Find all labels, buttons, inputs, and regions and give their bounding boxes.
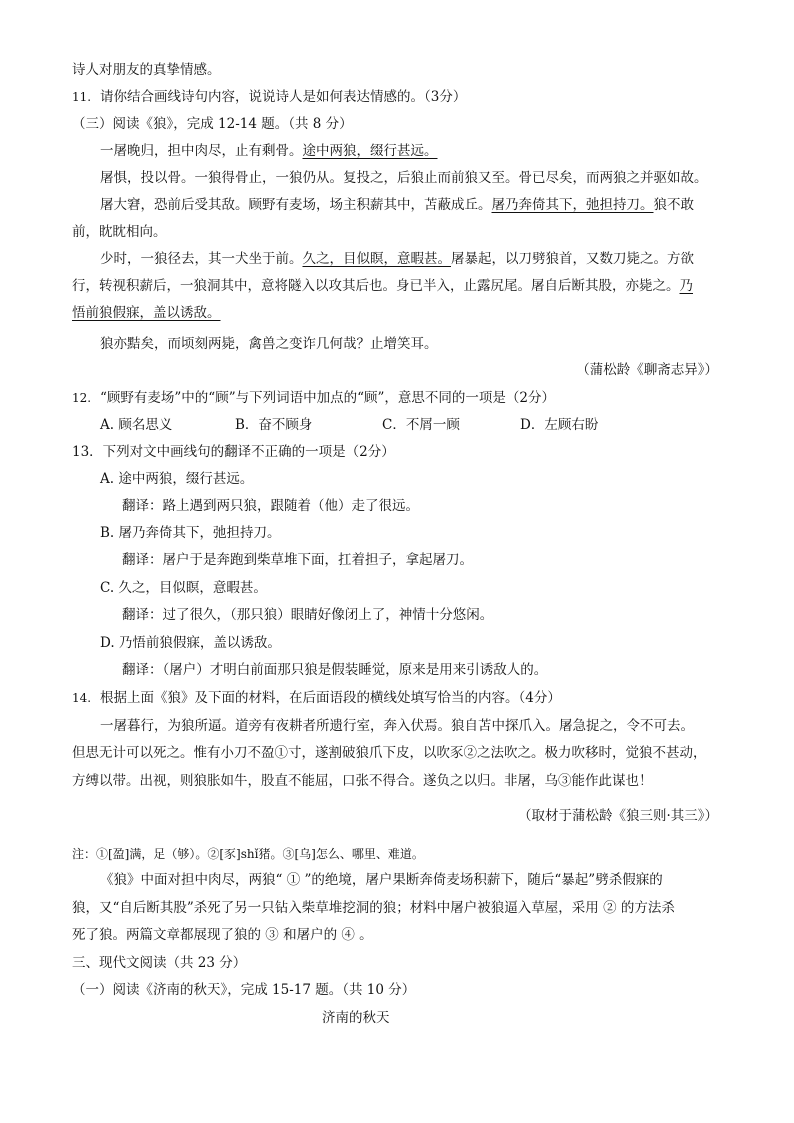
- material-line: 一屠暮行，为狼所逼。道旁有夜耕者所遗行室，奔入伏焉。狼自苫中探爪入。屠急捉之，令不可去。: [100, 718, 694, 734]
- question-number: 14.: [72, 691, 92, 705]
- underlined-sentence: 乃: [679, 278, 693, 294]
- underlined-sentence: 悟前狼假寐，盖以诱敌。: [72, 305, 221, 321]
- option-b: B．奋不顾身: [235, 417, 313, 433]
- material-line: 但思无计可以死之。惟有小刀不盈①寸，遂割破狼爪下皮，以吹豕②之法吹之。极力吹移时，觉狼不甚动，: [72, 745, 707, 761]
- question-14: 根据上面《狼》及下面的材料，在后面语段的横线处填写恰当的内容。（4分）: [100, 690, 561, 706]
- section-header: （三）阅读《狼》，完成 12-14 题。（共 8 分）: [72, 116, 353, 132]
- option-d: D. 乃悟前狼假寐，盖以诱敌。: [100, 635, 281, 651]
- section-header: （一）阅读《济南的秋天》，完成 15-17 题。（共 10 分）: [72, 982, 416, 998]
- passage-line: [100, 249, 694, 269]
- passage-line: [100, 195, 694, 215]
- footnote: 注：①[盈]满，足（够）。②[豕]shǐ猪。③[乌]怎么、哪里、难道。: [72, 847, 424, 861]
- option-a: A. 途中两狼，缀行甚远。: [100, 471, 254, 487]
- passage-text: 狼不敢: [653, 197, 694, 213]
- underlined-sentence: 久之，目似瞑，意暇甚。: [302, 251, 451, 267]
- underlined-sentence: 途中两狼，缀行甚远。: [302, 143, 438, 159]
- option-a: A. 顾名思义: [100, 417, 173, 433]
- source-citation: （取材于蒲松龄《狼三则·其三》）: [517, 808, 718, 824]
- passage-line: 屠惧，投以骨。一狼得骨止，一狼仍从。复投之，后狼止而前狼又至。骨已尽矣，而两狼之并驱如故。: [100, 170, 708, 186]
- option-b: B. 屠乃奔倚其下，弛担持刀。: [100, 525, 281, 541]
- passage-line: [100, 141, 438, 161]
- passage-line: 狼亦黠矣，而顷刻两毙，禽兽之变诈几何哉？止增笑耳。: [100, 336, 438, 352]
- translation-b: 翻译：屠户于是奔跑到柴草堆下面，扛着担子，拿起屠刀。: [122, 552, 473, 568]
- translation-d: 翻译：（屠户）才明白前面那只狼是假装睡觉，原来是用来引诱敌人的。: [122, 662, 548, 678]
- underlined-sentence: 屠乃奔倚其下，弛担持刀。: [491, 197, 654, 213]
- question-number: 12.: [72, 391, 92, 405]
- passage-text: 少时，一狼径去，其一犬坐于前。: [100, 251, 303, 267]
- question-12: “顾野有麦场”中的“顾”与下列词语中加点的“顾”，意思不同的一项是（2分）: [100, 390, 555, 406]
- part-header: 三、现代文阅读（共 23 分）: [72, 955, 247, 971]
- passage-line: [72, 276, 693, 296]
- option-c: C. 久之，目似瞑，意暇甚。: [100, 580, 267, 596]
- option-d: D．左顾右盼: [520, 417, 599, 433]
- passage-text: 行，转视积薪后，一狼洞其中，意将隧入以攻其后也。身已半入，止露尻尾。屠自后断其股，亦毙之。: [72, 278, 680, 294]
- fill-blank-line: 《狼》中面对担中肉尽，两狼“ ① ”的绝境，屠户果断奔倚麦场积薪下，随后“暴起”劈杀假寐的: [100, 872, 663, 888]
- translation-a: 翻译：路上遇到两只狼，跟随着（他）走了很远。: [122, 498, 419, 514]
- passage-line: 前，眈眈相向。: [72, 224, 167, 240]
- question-11: 请你结合画线诗句内容，说说诗人是如何表达情感的。（3分）: [100, 89, 467, 105]
- fill-blank-line: 狼，又“自后断其股”杀死了另一只钻入柴草堆挖洞的狼；材料中屠户被狼逼入草屋，采用 ② 的方法杀: [72, 900, 675, 916]
- option-c: C．不屑一顾: [382, 417, 460, 433]
- passage-text: 一屠晚归，担中肉尽，止有剩骨。: [100, 143, 303, 159]
- passage-line: [72, 303, 221, 323]
- passage-text: 屠大窘，恐前后受其敌。顾野有麦场，场主积薪其中，苫蔽成丘。: [100, 197, 492, 213]
- question-number: 11.: [72, 90, 92, 104]
- translation-c: 翻译：过了很久，（那只狼）眼睛好像闭上了，神情十分悠闲。: [122, 607, 494, 623]
- material-line: 方缚以带。出视，则狼胀如牛，股直不能屈，口张不得合。遂负之以归。非屠，乌③能作此谋也！: [72, 773, 653, 789]
- question-13: 13．下列对文中画线句的翻译不正确的一项是（2分）: [72, 444, 395, 460]
- passage-title: 济南的秋天: [322, 1010, 390, 1026]
- passage-text: 屠暴起，以刀劈狼首，又数刀毙之。方欲: [451, 251, 694, 267]
- source-citation: （蒲松龄《聊斋志异》）: [576, 362, 718, 378]
- fill-blank-line: 死了狼。两篇文章都展现了狼的 ③ 和屠户的 ④ 。: [72, 927, 373, 943]
- text-line: 诗人对朋友的真挚情感。: [72, 62, 221, 78]
